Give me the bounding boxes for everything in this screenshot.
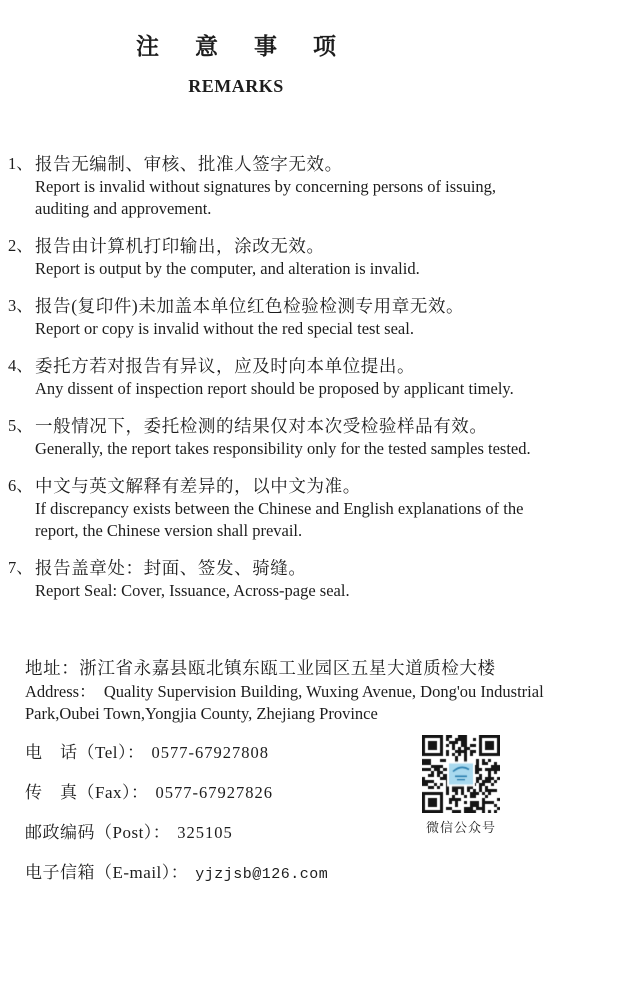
- contact-value: 325105: [177, 823, 233, 842]
- remark-text-zh: 一般情况下，委托检测的结果仅对本次受检验样品有效。: [35, 416, 488, 436]
- remark-text-zh: 中文与英文解释有差异的，以中文为准。: [35, 476, 361, 496]
- contact-row: [25, 822, 615, 844]
- address-en-line: Address： Quality Supervision Building, Wuxing Avenue, Dong'ou Industrial: [25, 682, 544, 701]
- remark-item: [8, 234, 616, 280]
- contact-label: 电 话（Tel）：: [25, 743, 145, 762]
- wechat-qr-block: [421, 735, 501, 836]
- remark-item: [8, 294, 616, 340]
- remark-number: 4、: [8, 356, 33, 375]
- remark-number: 1、: [8, 154, 33, 173]
- contact-value: 0577-67927808: [151, 743, 269, 762]
- contact-label: 电子信箱（E-mail）：: [25, 863, 189, 882]
- remark-text-zh: 报告(复印件)未加盖本单位红色检验检测专用章无效。: [35, 296, 465, 316]
- remark-number: 7、: [8, 558, 33, 577]
- address-zh: 地址：浙江省永嘉县瓯北镇东瓯工业园区五星大道质检大楼: [25, 658, 496, 678]
- remark-text-en: auditing and approvement.: [35, 199, 212, 218]
- remark-item: [8, 414, 616, 460]
- remark-text-en: Generally, the report takes responsibility only for the tested samples tested.: [35, 439, 531, 458]
- remark-number: 2、: [8, 236, 33, 255]
- contact-label: 传 真（Fax）：: [25, 783, 149, 802]
- remark-text-zh: 报告无编制、审核、批准人签字无效。: [35, 154, 343, 174]
- contact-value: yjzjsb@126.com: [195, 866, 329, 883]
- remark-text-en: Report or copy is invalid without the red special test seal.: [35, 319, 414, 338]
- remark-number: 3、: [8, 296, 33, 315]
- remark-item: [8, 354, 616, 400]
- remark-item: [8, 556, 616, 602]
- remark-body: [35, 474, 616, 542]
- remark-body: [35, 556, 616, 602]
- page-title-zh: 注意事项: [136, 34, 372, 59]
- remark-text-zh: 报告盖章处：封面、签发、骑缝。: [35, 558, 307, 578]
- remark-item: [8, 152, 616, 220]
- remark-text-en: Report Seal: Cover, Issuance, Across-page seal.: [35, 581, 350, 600]
- wechat-qr-code-icon: [422, 735, 500, 813]
- remark-body: [35, 354, 616, 400]
- remark-text-en: report, the Chinese version shall prevail.: [35, 521, 303, 540]
- remarks-list: [8, 152, 616, 616]
- remark-number: 5、: [8, 416, 33, 435]
- remark-body: [35, 414, 616, 460]
- page-title-en: REMARKS: [188, 76, 284, 96]
- address-en-line: Park,Oubei Town,Yongjia County, Zhejiang Province: [25, 704, 378, 723]
- remark-item: [8, 474, 616, 542]
- remark-text-zh: 报告由计算机打印输出，涂改无效。: [35, 236, 325, 256]
- remark-body: [35, 294, 616, 340]
- contact-row: [25, 782, 615, 804]
- remark-text-en: Any dissent of inspection report should be proposed by applicant timely.: [35, 379, 514, 398]
- remark-text-en: Report is output by the computer, and alteration is invalid.: [35, 259, 420, 278]
- qr-caption: 微信公众号: [425, 820, 496, 835]
- contact-row: [25, 742, 615, 764]
- remark-body: [35, 234, 616, 280]
- remark-text-en: If discrepancy exists between the Chinese and English explanations of the: [35, 499, 524, 518]
- contact-list: [25, 742, 615, 886]
- remark-number: 6、: [8, 476, 33, 495]
- contact-label: 邮政编码（Post）：: [25, 823, 171, 842]
- contact-row: [25, 862, 615, 886]
- contact-value: 0577-67927826: [155, 783, 273, 802]
- remark-text-zh: 委托方若对报告有异议，应及时向本单位提出。: [35, 356, 416, 376]
- remark-text-en: Report is invalid without signatures by concerning persons of issuing,: [35, 177, 497, 196]
- remark-body: [35, 152, 616, 220]
- footer-block: [25, 655, 615, 904]
